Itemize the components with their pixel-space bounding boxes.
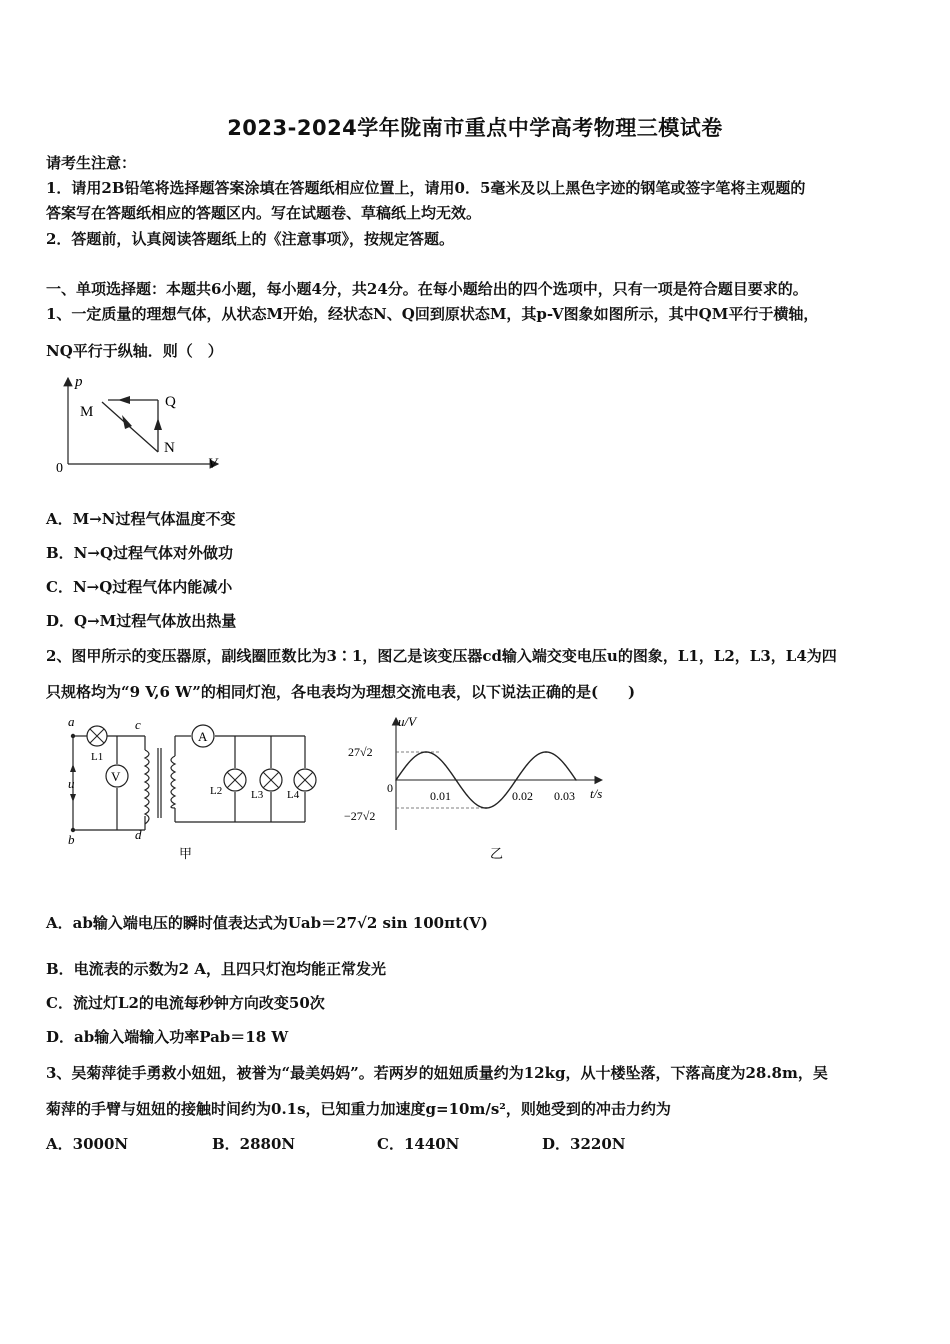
transformer-circuit (55, 712, 335, 867)
graph-xlabel: t/s (590, 786, 603, 801)
u-label: u (68, 776, 75, 791)
l1-label: L1 (91, 751, 104, 763)
m-label: M (80, 404, 94, 420)
q3-stem-a: 3、吴菊萍徒手勇救小妞妞，被誉为“最美妈妈”。若两岁的妞妞质量约为12kg，从十楼坠落，下落高度为28.8m，吴 (46, 1064, 828, 1082)
q1-stem-a: 1、一定质量的理想气体，从状态M开始，经状态N、Q回到原状态M，其p-V图象如图所示，其中QM平行于横轴， (46, 305, 819, 323)
mn-line (102, 402, 158, 452)
tick-t3: 0.03 (554, 789, 575, 803)
q2-stem-b: 只规格均为“9 V,6 W”的相同灯泡，各电表均为理想交流电表，以下说法正确的是( ) (46, 683, 636, 701)
wave-point (545, 751, 547, 753)
n-label: N (164, 440, 175, 456)
circuit-caption: 甲 (179, 846, 193, 861)
q3-stem-b: 菊萍的手臂与妞妞的接触时间约为0.1s，已知重力加速度g=10m/s²，则她受到的冲击力约为 (46, 1100, 671, 1118)
wave-point (395, 779, 397, 781)
q3-option-b: B．2880N (212, 1135, 296, 1153)
wave-point (425, 751, 427, 753)
q1-option-a: A．M→N过程气体温度不变 (46, 510, 236, 528)
q2-option-a: A．ab输入端电压的瞬时值表达式为Uab＝27√2 sin 100πt(V) (46, 914, 488, 932)
notice-heading: 请考生注意： (46, 154, 137, 172)
notice-item-1a: 1．请用2B铅笔将选择题答案涂填在答题纸相应位置上，请用0．5毫米及以上黑色字迹的钢笔或签字笔将主观题的 (46, 179, 806, 197)
terminal-d-label: d (135, 827, 142, 842)
q3-option-a: A．3000N (46, 1135, 129, 1153)
tick-t2: 0.02 (512, 789, 533, 803)
tick-t1: 0.01 (430, 789, 451, 803)
q1-option-d: D．Q→M过程气体放出热量 (46, 612, 237, 630)
q1-option-b: B．N→Q过程气体对外做功 (46, 544, 234, 562)
q3-option-d: D．3220N (542, 1135, 626, 1153)
voltmeter-label: V (111, 769, 121, 784)
l4-label: L4 (287, 789, 300, 801)
terminal-a-label: a (68, 714, 75, 729)
origin-label: 0 (56, 461, 63, 476)
q2-option-c: C．流过灯L2的电流每秒钟方向改变50次 (46, 994, 325, 1012)
section-heading: 一、单项选择题：本题共6小题，每小题4分，共24分。在每小题给出的四个选项中，只有一项是符合题目要求的。 (46, 280, 808, 298)
q2-option-b: B．电流表的示数为2 A，且四只灯泡均能正常发光 (46, 960, 386, 978)
nq-arrow-icon (154, 418, 162, 430)
voltage-graph (340, 712, 620, 867)
q2-option-d: D．ab输入端输入功率Pab＝18 W (46, 1028, 289, 1046)
wave-point (455, 779, 457, 781)
p-label: p (75, 374, 83, 390)
graph-zero: 0 (387, 781, 393, 795)
q1-stem-b: NQ平行于纵轴．则（ ） (46, 342, 223, 360)
q2-stem-a: 2、图甲所示的变压器原，副线圈匝数比为3∶1，图乙是该变压器cd输入端交变电压u的图象，L1，L2，L3，L4为四 (46, 647, 837, 665)
v-label: V (208, 456, 218, 472)
ammeter-label: A (198, 729, 208, 744)
q3-option-c: C．1440N (377, 1135, 460, 1153)
page-title: 2023-2024学年陇南市重点中学高考物理三模试卷 (227, 116, 723, 140)
l2-label: L2 (210, 785, 223, 797)
notice-item-1b: 答案写在答题纸相应的答题区内。写在试题卷、草稿纸上均无效。 (46, 204, 482, 222)
graph-ymin: −27√2 (344, 809, 376, 823)
notice-item-2: 2．答题前，认真阅读答题纸上的《注意事项》，按规定答题。 (46, 230, 454, 248)
terminal-b-label: b (68, 832, 75, 847)
l3-label: L3 (251, 789, 264, 801)
graph-ymax: 27√2 (348, 745, 373, 759)
wave-point (515, 779, 517, 781)
graph-ylabel: u/V (398, 714, 417, 729)
wave-point (485, 807, 487, 809)
wave-point (575, 779, 577, 781)
q-label: Q (165, 394, 176, 410)
q1-option-c: C．N→Q过程气体内能减小 (46, 578, 233, 596)
pv-diagram (50, 372, 230, 477)
graph-caption: 乙 (490, 846, 504, 861)
qm-arrow-icon (118, 396, 130, 404)
terminal-c-label: c (135, 717, 141, 732)
